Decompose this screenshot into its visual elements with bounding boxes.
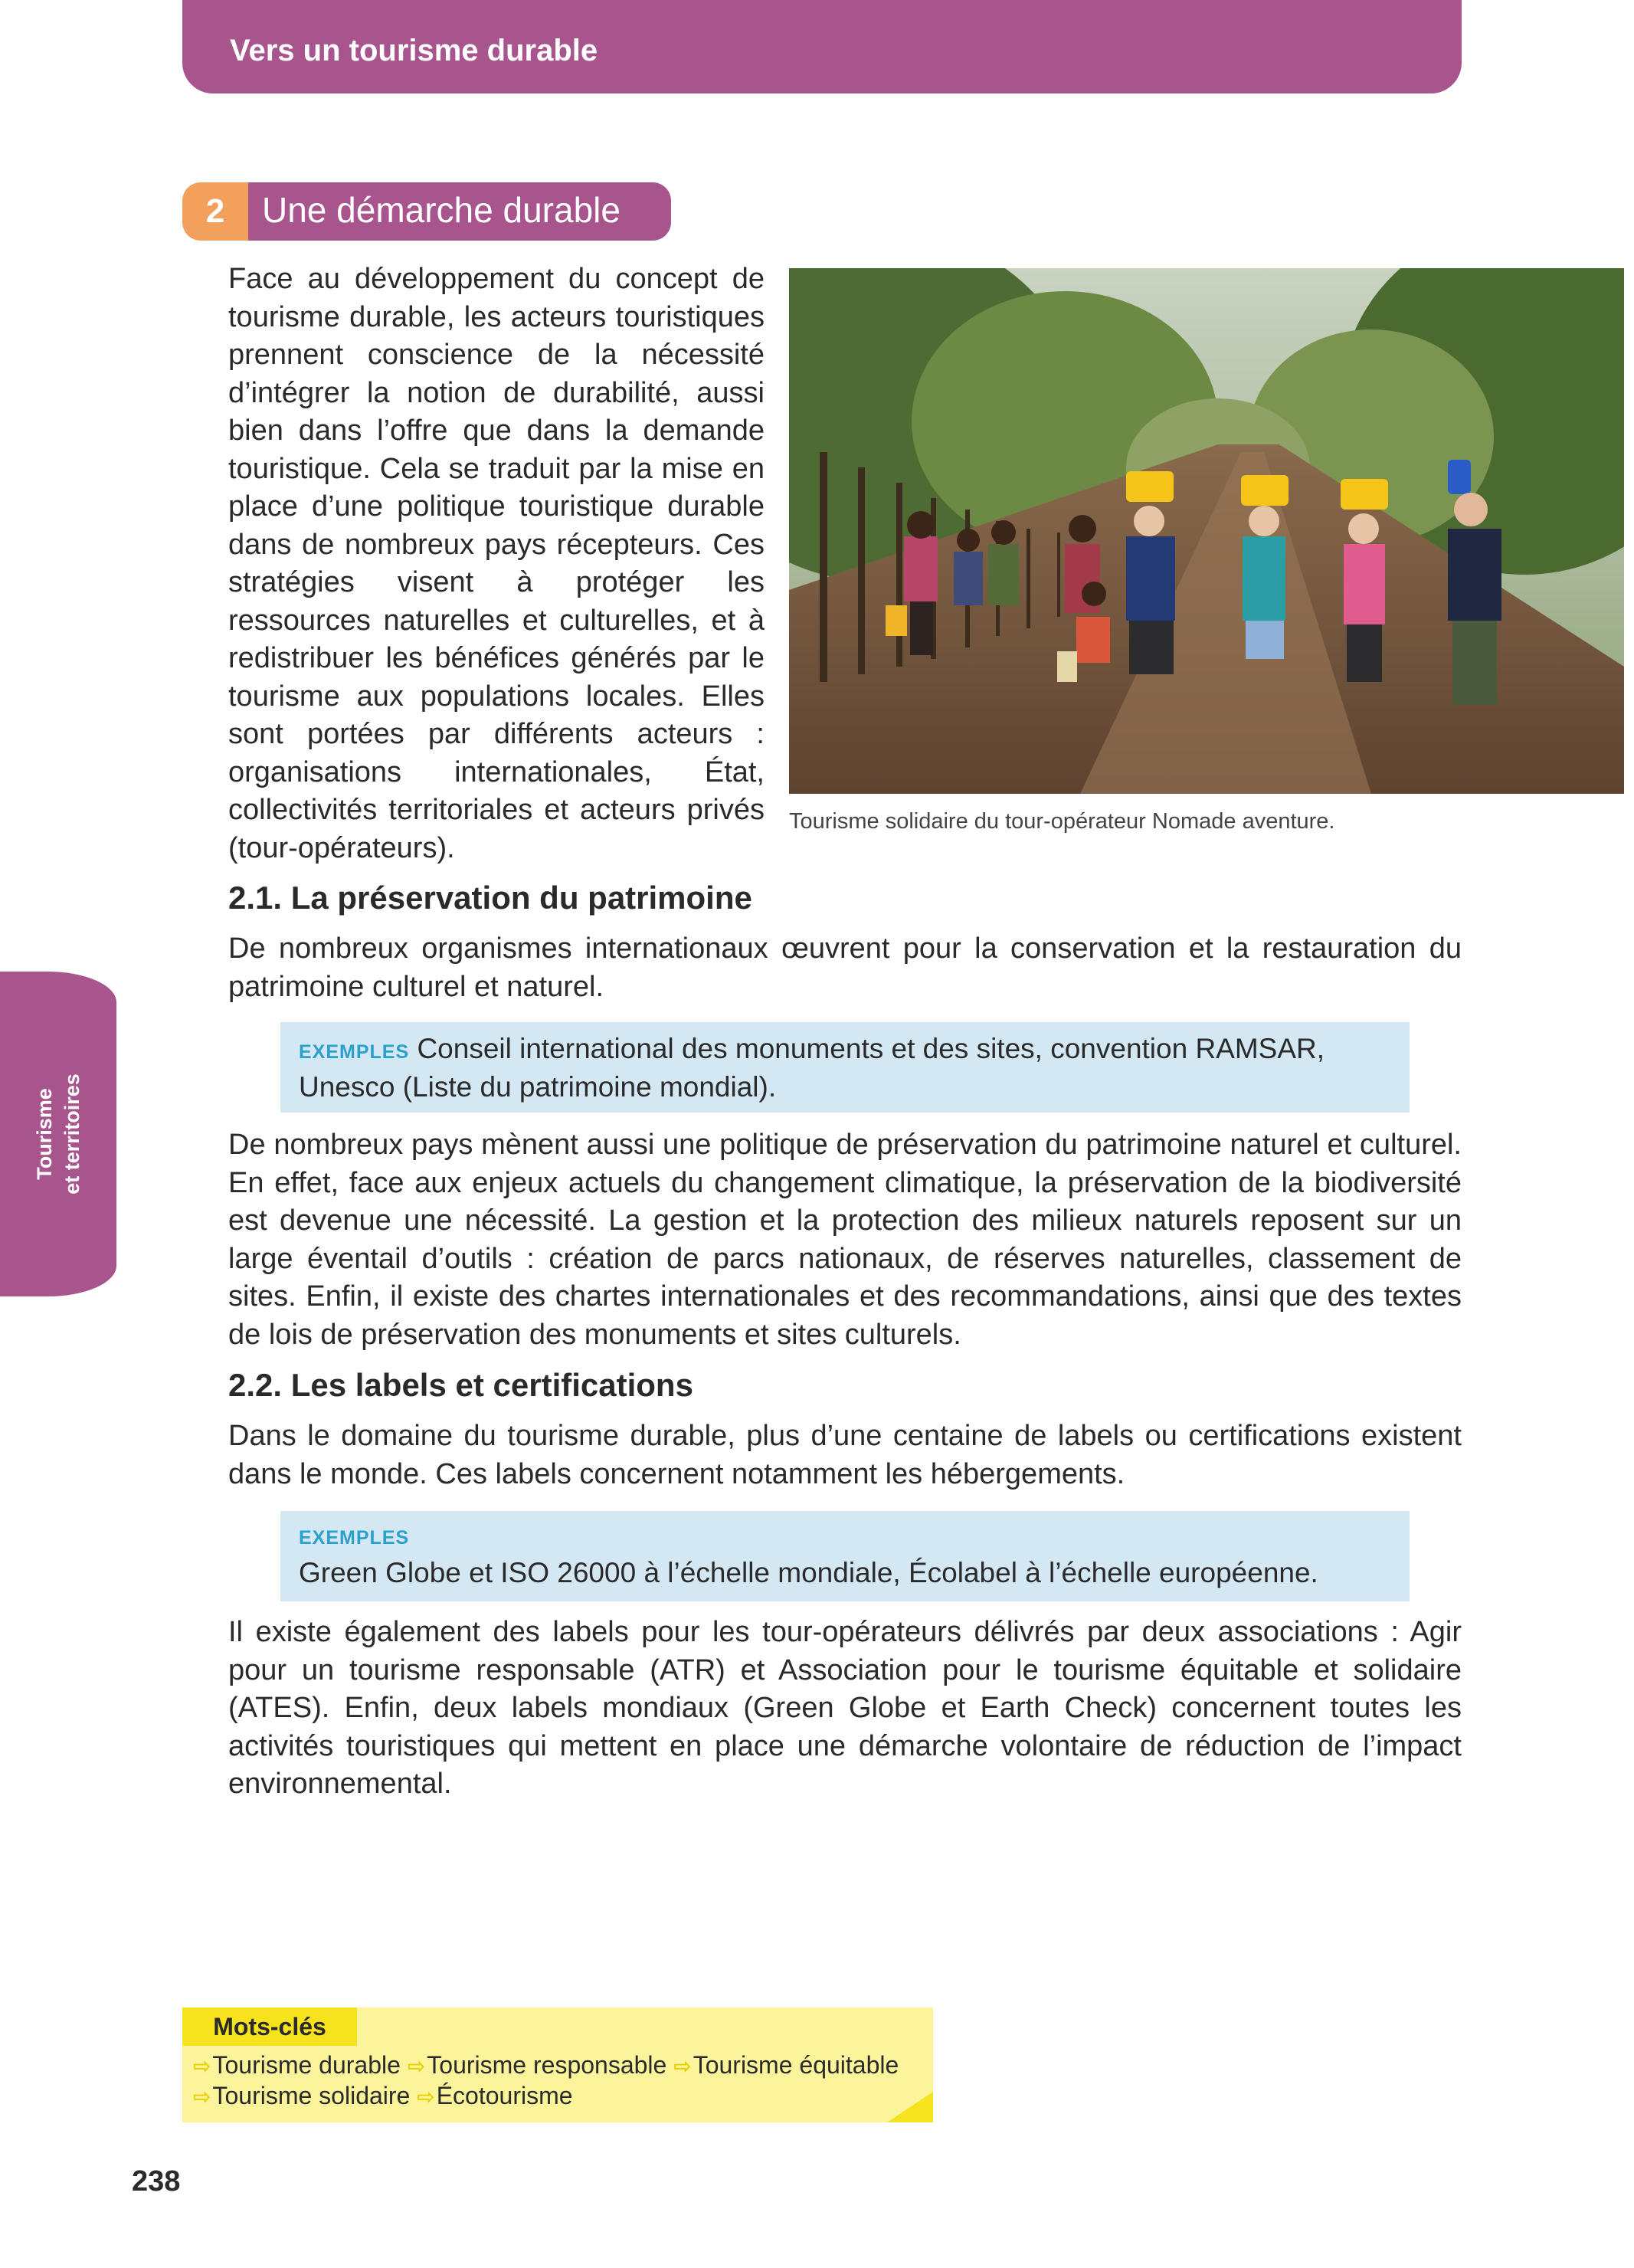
subsection-title-2-2: 2.2. Les labels et certifications	[228, 1367, 693, 1403]
photo-illustration	[789, 268, 1624, 794]
keyword-item: ⇨Écotourisme	[417, 2082, 573, 2109]
keywords-label: Mots-clés	[182, 2007, 357, 2046]
header-title: Vers un tourisme durable	[230, 34, 598, 67]
subsection-title-2-1: 2.1. La préservation du patrimoine	[228, 880, 752, 916]
subsection-2-2-paragraph-2: Il existe également des labels pour les tour-opérateurs délivrés par deux associations : Agir pour un tourisme responsable (ATR) et Association pour le tourisme équitable et solidaire (ATES). Enfin, deux labels mondiaux (Green Globe et Earth Check) concernent toutes les activités touristiques qui mettent en place une démarche volontaire de réduction de l’impact environnemental.	[228, 1616, 1462, 1800]
keyword-item: ⇨Tourisme solidaire	[193, 2082, 411, 2109]
example-label: EXEMPLES	[299, 1527, 410, 1549]
keyword-item: ⇨Tourisme durable	[193, 2051, 401, 2079]
side-tab	[0, 972, 116, 1296]
subsection-2-1-paragraph-1: De nombreux organismes internationaux œuvrent pour la conservation et la restauration du patrimoine culturel et naturel.	[228, 932, 1462, 1003]
subsection-2-2-paragraph-1: Dans le domaine du tourisme durable, plus d’une centaine de labels ou certifications existent dans le monde. Ces labels concernent notamment les hébergements.	[228, 1420, 1462, 1490]
section-title: Une démarche durable	[248, 182, 671, 241]
example-label: EXEMPLES	[299, 1041, 410, 1063]
example-box-2-1	[280, 1022, 1410, 1113]
arrow-icon: ⇨	[673, 2054, 692, 2078]
arrow-icon: ⇨	[193, 2054, 211, 2078]
arrow-icon: ⇨	[193, 2085, 211, 2109]
arrow-icon: ⇨	[417, 2085, 435, 2109]
keyword-item: ⇨Tourisme responsable	[407, 2051, 667, 2079]
photo-tourism-solidaire	[789, 268, 1624, 794]
side-tab-label: Tourisme et territoires	[33, 1073, 84, 1195]
arrow-icon: ⇨	[407, 2054, 426, 2078]
keywords-box	[182, 2007, 933, 2122]
keyword-item: ⇨Tourisme équitable	[673, 2051, 899, 2079]
photo-caption: Tourisme solidaire du tour-opérateur Nomade aventure.	[789, 809, 1335, 834]
page-number: 238	[132, 2165, 181, 2198]
intro-paragraph: Face au développement du concept de tourisme durable, les acteurs touristiques prennent conscience de la nécessité d’intégrer la notion de durabilité, aussi bien dans l’offre que dans la demande touristique. Cela se traduit par la mise en place d’une politique touristique durable dans de nombreux pays récepteurs. Ces stratégies visent à protéger les ressources naturelles et culturelles, et à redistribuer les bénéfices générés par le tourisme aux populations locales. Elles sont portées par différents acteurs : organisations internationales, État, collectivités territoriales et acteurs privés (tour-opérateurs).	[228, 263, 765, 864]
example-text: Conseil international des monuments et des sites, convention RAMSAR, Unesco (Liste du patrimoine mondial).	[299, 1033, 1325, 1103]
example-box-2-2	[280, 1511, 1410, 1601]
keywords-list	[193, 2050, 928, 2112]
keywords-corner-decoration	[887, 2092, 933, 2122]
section-number: 2	[182, 182, 248, 241]
example-text: Green Globe et ISO 26000 à l’échelle mondiale, Écolabel à l’échelle européenne.	[299, 1557, 1318, 1588]
header-bar	[182, 0, 1462, 93]
subsection-2-1-paragraph-2: De nombreux pays mènent aussi une politique de préservation du patrimoine naturel et culturel. En effet, face aux enjeux actuels du changement climatique, la préservation de la biodiversité est devenue une nécessité. La gestion et la protection des milieux naturels reposent sur un large éventail d’outils : création de parcs nationaux, de réserves naturelles, classement de sites. Enfin, il existe des chartes internationales et des recommandations, ainsi que des textes de lois de préservation des monuments et sites culturels.	[228, 1129, 1462, 1351]
